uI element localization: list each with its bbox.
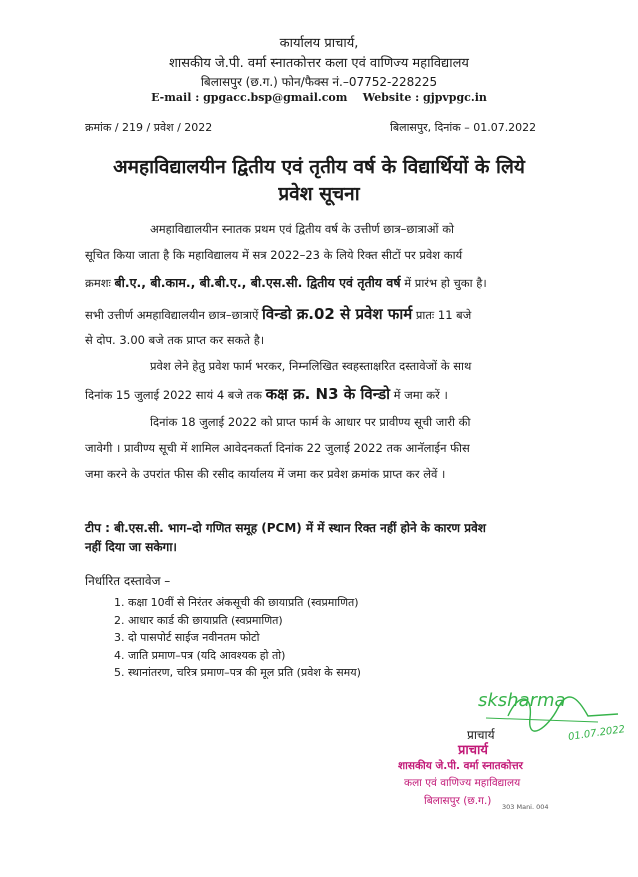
office-title: कार्यालय प्राचार्य,	[279, 36, 359, 51]
stamp-line3: बिलासपुर (छ.ग.)	[424, 795, 492, 807]
documents-heading: निर्धारित दस्तावेज –	[85, 574, 171, 588]
para1-line4-c: प्रातः 11 बजे	[412, 308, 472, 322]
window-02-form: विन्डो क्र.02 से प्रवेश फार्म	[262, 305, 413, 323]
signature-date: 01.07.2022	[567, 724, 626, 743]
para2-line2	[85, 384, 448, 404]
signature-designation: प्राचार्य	[467, 728, 495, 742]
para3-line1: दिनांक 18 जुलाई 2022 को प्राप्त फार्म के आधार पर प्रावीण्य सूची जारी की	[150, 415, 471, 429]
list-item: 2. आधार कार्ड की छायाप्रति (स्वप्रमाणित)	[128, 612, 361, 630]
notice-title-line2: प्रवेश सूचना	[278, 183, 360, 205]
para1-line5: से दोप. 3.00 बजे तक प्राप्त कर सकते है।	[85, 333, 265, 347]
para1-line3-c: में प्रारंभ हो चुका है।	[400, 276, 487, 290]
para1-line3-a: क्रमशः	[85, 276, 115, 290]
para2-line2-c: में जमा करें ।	[390, 388, 448, 402]
courses-list: बी.ए., बी.काम., बी.बी.ए., बी.एस.सी. द्वितीय एवं तृतीय वर्ष	[114, 275, 401, 290]
signature: sksharma	[478, 690, 566, 711]
para2-line1: प्रवेश लेने हेतु प्रवेश फार्म भरकर, निम्नलिखित स्वहस्ताक्षरित दस्तावेजों के साथ	[150, 359, 472, 373]
email-website: E-mail : gpgacc.bsp@gmail.com Website : gjpvpgc.in	[151, 91, 487, 104]
note-line2: नहीं दिया जा सकेगा।	[85, 540, 177, 554]
college-name: शासकीय जे.पी. वर्मा स्नातकोत्तर कला एवं वाणिज्य महाविद्यालय	[169, 56, 469, 71]
para1-line4-a: सभी उत्तीर्ण अमहाविद्यालयीन छात्र–छात्राऐं	[85, 308, 263, 322]
list-item: 5. स्थानांतरण, चरित्र प्रमाण–पत्र की मूल प्रति (प्रवेश के समय)	[128, 664, 361, 682]
stamp-line2: कला एवं वाणिज्य महाविद्यालय	[404, 777, 521, 789]
notice-title-line1: अमहाविद्यालयीन द्वितीय एवं तृतीय वर्ष के विद्यार्थियों के लिये	[113, 156, 525, 178]
para1-line4	[85, 304, 471, 324]
reference-number: क्रमांक / 219 / प्रवेश / 2022	[85, 121, 213, 134]
para1-line3	[85, 274, 487, 291]
para2-line2-a: दिनांक 15 जुलाई 2022 सायं 4 बजे तक	[85, 388, 266, 402]
para1-line2: सूचित किया जाता है कि महाविद्यालय में सत्र 2022–23 के लिये रिक्त सीटों पर प्रवेश कार्य	[85, 248, 463, 262]
list-item: 4. जाति प्रमाण–पत्र (यदि आवश्यक हो तो)	[128, 647, 361, 665]
para1-line1: अमहाविद्यालयीन स्नातक प्रथम एवं द्वितीय वर्ष के उत्तीर्ण छात्र–छात्राओं को	[150, 222, 455, 236]
room-n3-window: कक्ष क्र. N3 के विन्डो	[265, 385, 391, 403]
para3-line3: जमा करने के उपरांत फीस की रसीद कार्यालय में जमा कर प्रवेश क्रमांक प्राप्त कर लेवें ।	[85, 467, 446, 481]
list-item: 1. कक्षा 10वीं से निरंतर अंकसूची की छायाप्रति (स्वप्रमाणित)	[128, 594, 361, 612]
footer-code: 303 Mani. 004	[502, 803, 549, 811]
stamp-line1: शासकीय जे.पी. वर्मा स्नातकोत्तर	[398, 760, 523, 772]
place-date: बिलासपुर, दिनांक – 01.07.2022	[390, 121, 537, 134]
documents-list	[110, 594, 361, 682]
note-line1: टीप : बी.एस.सी. भाग–दो गणित समूह (PCM) में में स्थान रिक्त नहीं होने के कारण प्रवेश	[85, 521, 486, 535]
para3-line2: जावेगी । प्रावीण्य सूची में शामिल आवेदनकर्ता दिनांक 22 जुलाई 2022 तक आनॅलाईन फीस	[85, 441, 470, 455]
stamp-title: प्राचार्य	[458, 743, 488, 758]
list-item: 3. दो पासपोर्ट साईज नवीनतम फोटो	[128, 629, 361, 647]
address-phone: बिलासपुर (छ.ग.) फोन/फैक्स नं.–07752-228225	[200, 75, 438, 89]
